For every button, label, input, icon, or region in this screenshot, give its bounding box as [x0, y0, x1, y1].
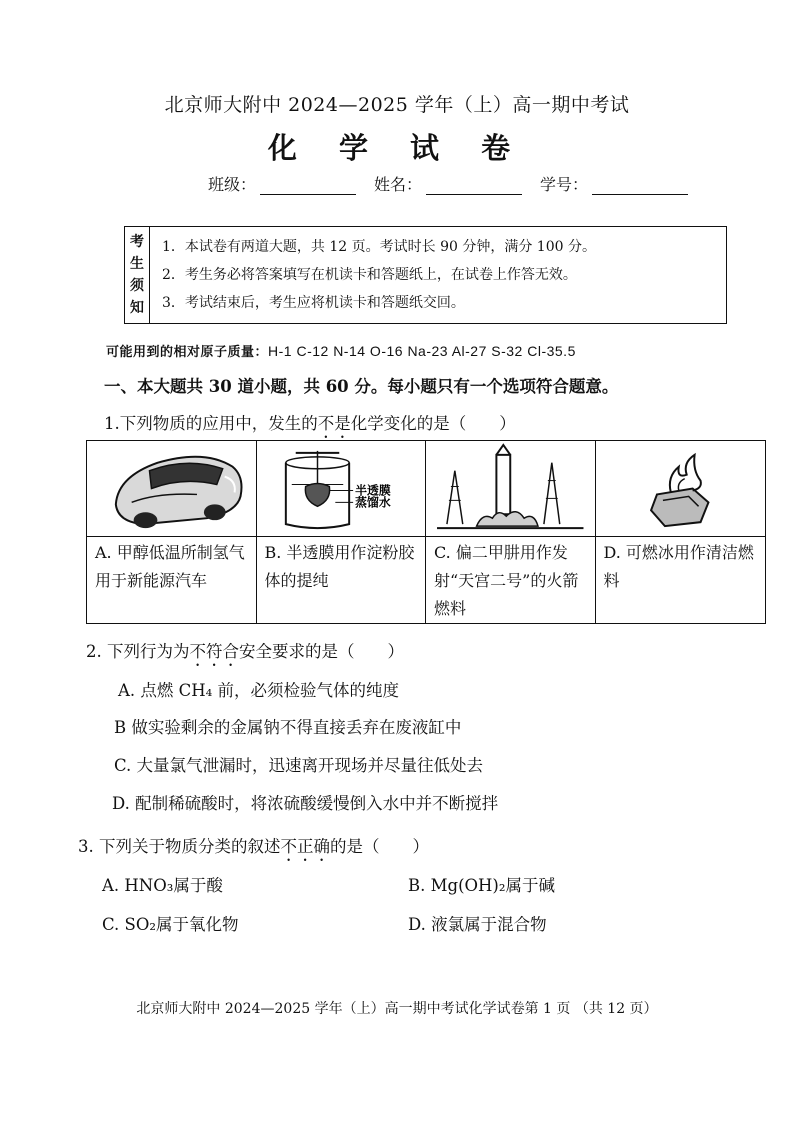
notice-label-char: 考	[130, 234, 144, 250]
name-field	[374, 172, 522, 195]
exam-school-line: 北京师大附中 2024—2025 学年（上）高一期中考试	[164, 94, 630, 116]
number-label: 学号：	[540, 175, 589, 194]
section-heading: 一、本大题共 30 道小题，共 60 分。每小题只有一个选项符合题意。	[104, 377, 619, 396]
rocket-launch-icon	[426, 441, 595, 536]
q2-option-a: A. 点燃 CH₄ 前，必须检验气体的纯度	[118, 681, 400, 700]
stem-emphasis: 不符合	[189, 642, 239, 661]
membrane-label: 半透膜	[354, 483, 391, 498]
q3-option-d: D. 液氯属于混合物	[408, 915, 547, 934]
stem-text: 的是（ ）	[330, 837, 429, 856]
stem-text: 安全要求的是（ ）	[239, 642, 404, 661]
car-icon	[87, 441, 256, 536]
q3-option-c: C. SO₂属于氧化物	[102, 915, 239, 934]
q1-option-b: B. 半透膜用作淀粉胶体的提纯	[257, 537, 427, 623]
burning-ice-icon	[596, 441, 766, 536]
q2-option-d: D. 配制稀硫酸时，将浓硫酸缓慢倒入水中并不断搅拌	[112, 794, 499, 813]
class-label: 班级：	[208, 175, 257, 194]
stem-emphasis: 不正确	[280, 837, 330, 856]
notice-item: 1．本试卷有两道大题，共 12 页。考试时长 90 分钟，满分 100 分。	[162, 239, 596, 255]
notice-label-char: 生	[130, 256, 144, 272]
notice-item: 3．考试结束后，考生应将机读卡和答题纸交回。	[162, 295, 465, 311]
q3-option-b: B. Mg(OH)₂属于碱	[408, 876, 555, 895]
notice-label-char: 须	[130, 278, 144, 294]
q2-option-c: C. 大量氯气泄漏时，迅速离开现场并尽量往低处去	[114, 756, 484, 775]
image-dialysis	[257, 441, 427, 537]
atomic-mass-values: H-1 C-12 N-14 O-16 Na-23 Al-27 S-32 Cl-35.5	[268, 343, 576, 359]
q3-option-a: A. HNO₃属于酸	[102, 876, 223, 895]
atomic-mass-prefix: 可能用到的相对原子质量：	[106, 345, 269, 360]
question-1-stem	[104, 410, 516, 442]
q1-option-a: A. 甲醇低温所制氢气用于新能源汽车	[87, 537, 257, 623]
q2-option-b: B 做实验剩余的金属钠不得直接丢弃在废液缸中	[114, 718, 462, 737]
water-label: 蒸馏水	[354, 495, 391, 510]
name-blank	[426, 178, 522, 195]
question-1-table	[86, 440, 766, 624]
image-car	[87, 441, 257, 537]
notice-label-char: 知	[130, 300, 144, 316]
q1-option-c: C. 偏二甲肼用作发射“天宫二号”的火箭燃料	[426, 537, 596, 623]
dialysis-beaker-icon	[257, 441, 426, 536]
exam-title: 化 学 试 卷	[267, 131, 527, 165]
exam-notice-box	[124, 226, 727, 324]
name-label: 姓名：	[374, 175, 423, 194]
notice-label	[125, 227, 150, 323]
question-2-stem	[86, 638, 404, 670]
atomic-mass-line	[106, 341, 576, 360]
stem-emphasis: 不是	[317, 414, 351, 433]
notice-items	[150, 227, 596, 323]
number-field	[540, 172, 688, 195]
stem-text: 化学变化的是（ ）	[350, 414, 516, 433]
question-3-stem	[78, 833, 429, 865]
image-combustible-ice	[596, 441, 766, 537]
q1-option-d: D. 可燃冰用作清洁燃料	[603, 543, 754, 590]
class-field	[208, 172, 356, 195]
number-blank	[592, 178, 688, 195]
student-info-row	[208, 172, 688, 195]
class-blank	[260, 178, 356, 195]
stem-text: 1.下列物质的应用中，发生的	[104, 414, 318, 433]
stem-text: 2. 下列行为为	[86, 642, 190, 661]
notice-item: 2．考生务必将答案填写在机读卡和答题纸上，在试卷上作答无效。	[162, 267, 577, 283]
image-rocket-launch	[426, 441, 596, 537]
stem-text: 3. 下列关于物质分类的叙述	[78, 837, 281, 856]
page-footer: 北京师大附中 2024—2025 学年（上）高一期中考试化学试卷第 1 页 （共 12 页）	[136, 1001, 658, 1017]
